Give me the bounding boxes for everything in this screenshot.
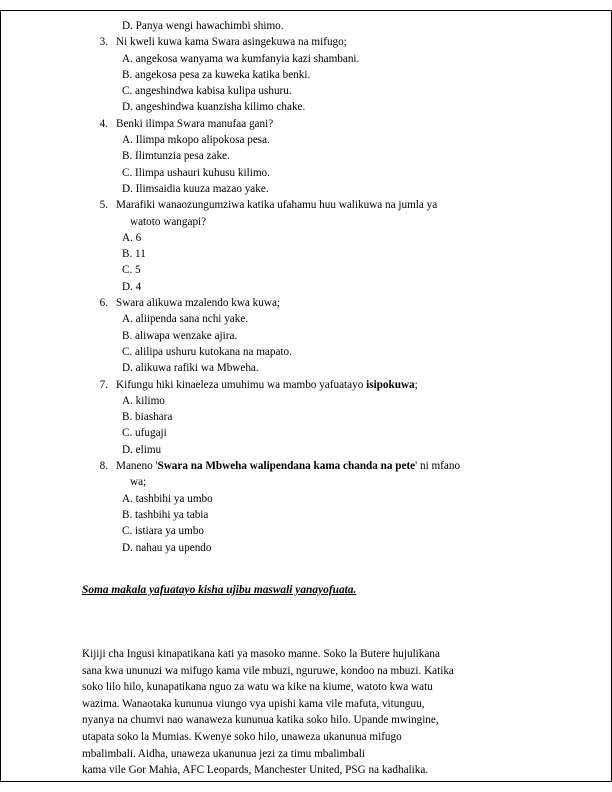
question-number: 4.: [99, 117, 108, 130]
question-option: B. tashbihi ya tabia: [122, 508, 209, 521]
question-text-emphasis: isipokuwa: [366, 378, 415, 391]
section-heading: Soma makala yafuatayo kisha ujibu maswali yanayofuata.: [82, 583, 357, 596]
question-item: [82, 295, 542, 311]
question-item: [82, 377, 542, 393]
question-option: D. angeshindwa kuanzisha kilimo chake.: [122, 101, 306, 114]
question-number: 6.: [99, 297, 108, 310]
lead-option: D. Panya wengi hawachimbi shimo.: [122, 20, 284, 32]
question-option: D. nahau ya upendo: [122, 541, 212, 554]
question-text-part: Kifungu hiki kinaeleza umuhimu wa mambo yafuatayo: [116, 378, 367, 391]
question-option: C. Ilimpa ushauri kuhusu kilimo.: [122, 166, 270, 179]
question-number: 8.: [99, 460, 108, 473]
question-text-emphasis: Swara na Mbweha walipendana kama chanda na pete: [157, 460, 416, 473]
question-text: [108, 377, 418, 393]
question-option: A. 6: [122, 231, 142, 244]
question-option: C. 5: [122, 264, 141, 277]
passage-line: kama vile Gor Mahia, AFC Leopards, Manchester United, PSG na kadhalika.: [82, 764, 429, 777]
question-item: [82, 116, 542, 132]
question-option: D. elimu: [122, 443, 162, 456]
question-option: D. alikuwa rafiki wa Mbweha.: [122, 362, 259, 375]
document-content: [82, 18, 542, 779]
question-text-part: Maneno ': [116, 460, 158, 473]
passage-line: wazima. Wanaotaka kununua viungo vya upishi kama vile mafuta, vitunguu,: [82, 697, 425, 710]
question-option: A. angekosa wanyama wa kumfanyia kazi shambani.: [122, 52, 360, 65]
passage-line: Kijiji cha Ingusi kinapatikana kati ya masoko manne. Soko la Butere hujulikana: [82, 648, 440, 661]
question-text: Swara alikuwa mzalendo kwa kuwa;: [116, 297, 281, 310]
passage-line: sana kwa ununuzi wa mifugo kama vile mbuzi, nguruwe, kondoo na mbuzi. Katika: [82, 664, 454, 677]
question-item: [82, 458, 542, 474]
question-text-part: ' ni mfano: [415, 460, 461, 473]
question-option: A. aliipenda sana nchi yake.: [122, 313, 249, 326]
question-option: D. Ilimsaidia kuuza mazao yake.: [122, 182, 269, 195]
question-option: B. 11: [122, 248, 146, 261]
question-option: B. angekosa pesa za kuweka katika benki.: [122, 68, 311, 81]
question-number: 5.: [99, 199, 108, 212]
question-option: A. kilimo: [122, 394, 165, 407]
question-text: [108, 458, 460, 474]
page-border-bottom: [0, 781, 612, 782]
question-option: A. tashbihi ya umbo: [122, 492, 213, 505]
question-text-continuation: watoto wangapi?: [130, 215, 207, 228]
question-option: B. Ilimtunzia pesa zake.: [122, 150, 230, 163]
question-number: 3.: [99, 36, 108, 49]
question-text: Benki ilimpa Swara manufaa gani?: [116, 117, 274, 130]
question-option: C. ufugaji: [122, 427, 167, 440]
question-number: 7.: [99, 378, 108, 391]
question-item: [82, 197, 542, 213]
question-option: C. istiara ya umbo: [122, 525, 205, 538]
question-text-continuation: wa;: [130, 476, 147, 489]
question-option: C. alilipa ushuru kutokana na mapato.: [122, 345, 292, 358]
question-option: C. angeshindwa kabisa kulipa ushuru.: [122, 85, 292, 98]
question-option: A. Ilimpa mkopo alipokosa pesa.: [122, 134, 270, 147]
question-text: Marafiki wanaozungumziwa katika ufahamu huu walikuwa na jumla ya: [116, 199, 438, 212]
page-border-left: [0, 10, 1, 782]
question-option: B. aliwapa wenzake ajira.: [122, 329, 238, 342]
question-item: [82, 34, 542, 50]
passage-line: utapata soko la Mumias. Kwenye soko hilo, unaweza ukanunua mifugo: [82, 731, 402, 744]
passage-line: soko lilo hilo, kunapatikana nguo za watu wa kike na kiume, watoto kwa watu: [82, 681, 433, 694]
question-text-part: ;: [414, 378, 418, 391]
reading-passage: [82, 646, 542, 779]
question-option: B. biashara: [122, 411, 173, 424]
passage-line: mbalimbali. Aidha, unaweza ukanunua jezi za timu mbalimbali: [82, 747, 366, 760]
question-text: Ni kweli kuwa kama Swara asingekuwa na mifugo;: [116, 36, 347, 49]
question-option: D. 4: [122, 280, 142, 293]
page-border-top: [0, 10, 612, 11]
passage-line: nyanya na chumvi nao wanaweza kununua katika soko hilo. Upande mwingine,: [82, 714, 439, 727]
